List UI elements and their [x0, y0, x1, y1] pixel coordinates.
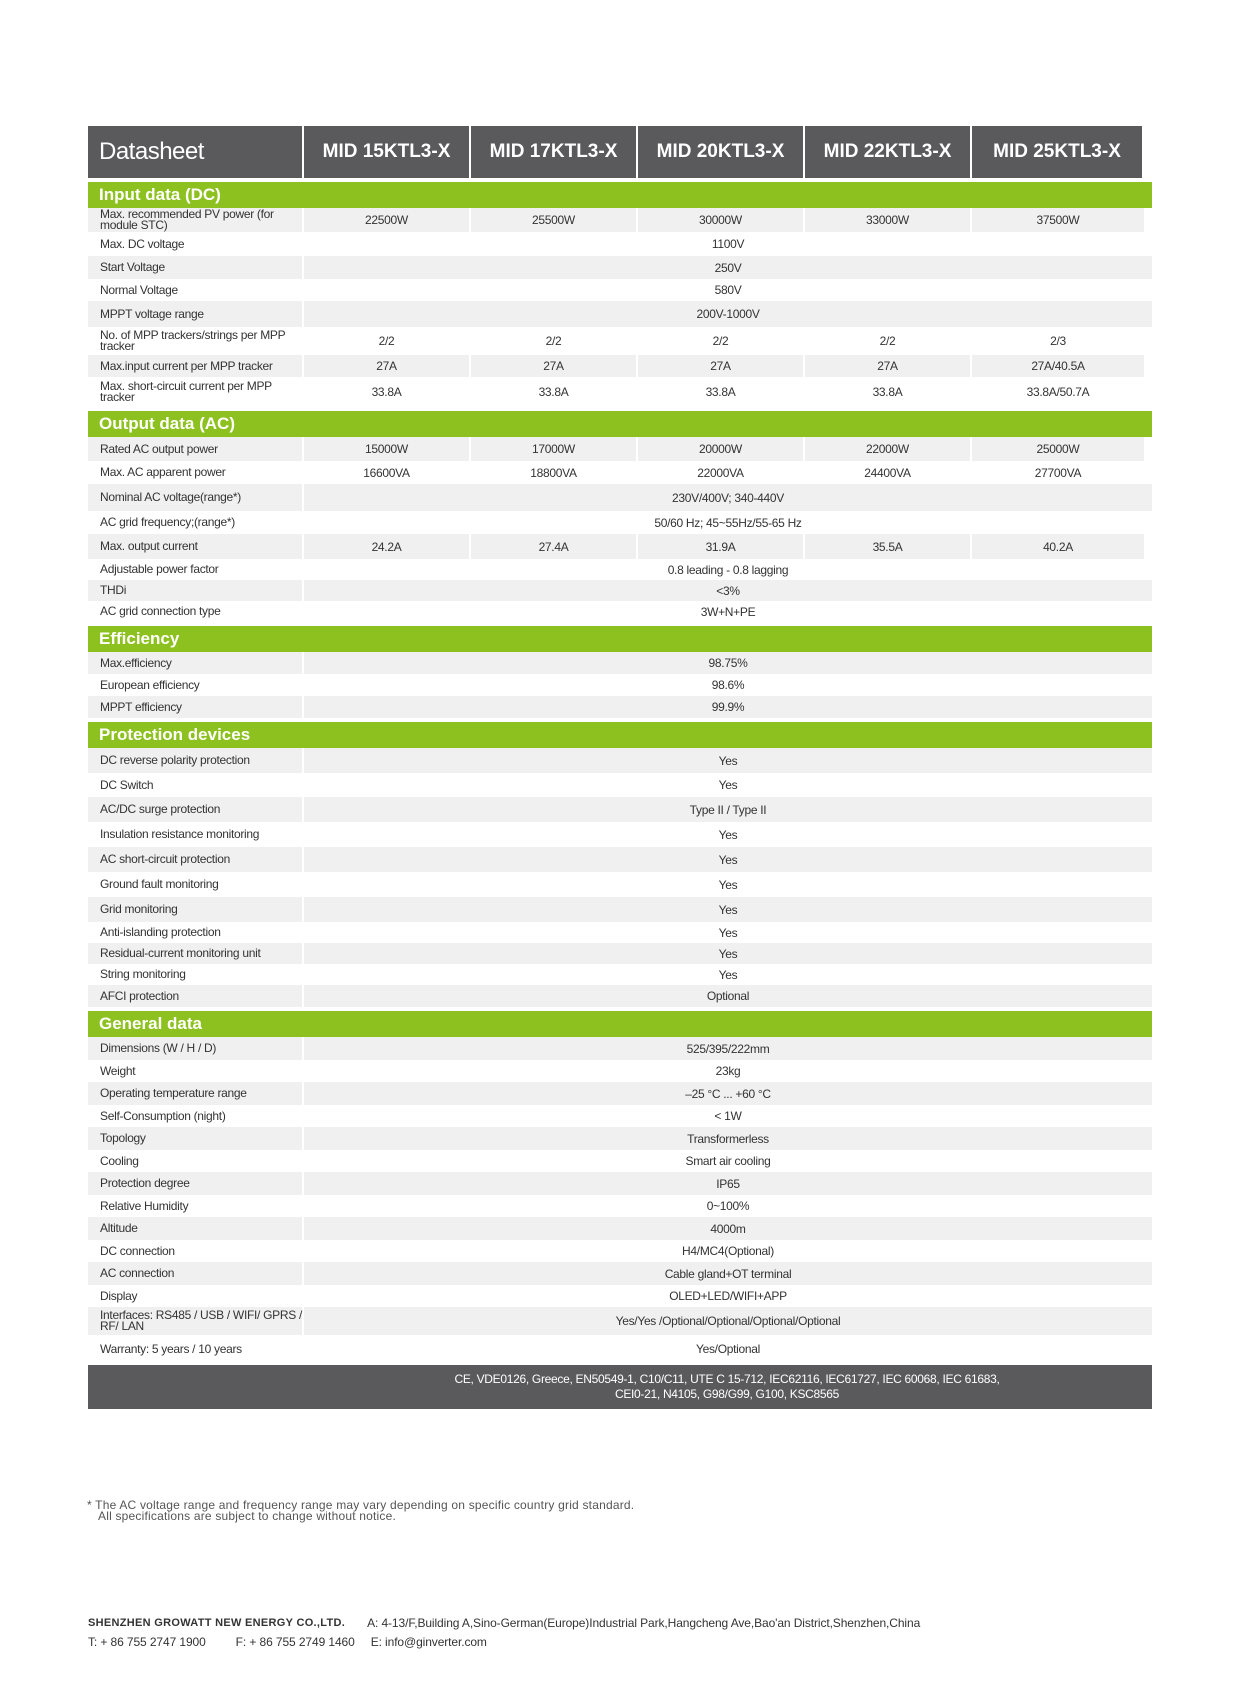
table-row	[88, 1217, 1152, 1240]
cell-mid-15: 27A	[304, 355, 469, 377]
cell-all-models: OLED+LED/WIFI+APP	[304, 1285, 1152, 1307]
section-header: Input data (DC)	[88, 182, 1152, 208]
datasheet-table	[88, 126, 1152, 1409]
cell-all-models: Yes	[304, 773, 1152, 797]
cell-mid-17: 27A	[471, 355, 636, 377]
row-label: Max.input current per MPP tracker	[88, 355, 302, 377]
table-row	[88, 437, 1152, 461]
cell-all-models: Yes/Yes /Optional/Optional/Optional/Optional	[304, 1307, 1152, 1335]
cell-all-models: <3%	[304, 580, 1152, 601]
row-label: Residual-current monitoring unit	[88, 943, 302, 964]
table-row	[88, 377, 1152, 407]
table-row	[88, 748, 1152, 773]
row-label: Ground fault monitoring	[88, 872, 302, 897]
row-label: DC Switch	[88, 773, 302, 797]
table-row	[88, 1307, 1152, 1335]
cell-mid-20: 33.8A	[638, 377, 803, 407]
cell-all-models: Transformerless	[304, 1127, 1152, 1150]
company-phone: T: + 86 755 2747 1900	[88, 1634, 206, 1649]
table-row	[88, 256, 1152, 279]
table-row	[88, 301, 1152, 327]
cell-mid-20: 22000VA	[638, 461, 803, 484]
row-label: Adjustable power factor	[88, 559, 302, 580]
row-label: THDi	[88, 580, 302, 601]
row-label: MPPT voltage range	[88, 301, 302, 327]
datasheet-title: Datasheet	[88, 126, 302, 178]
cell-all-models: Yes	[304, 748, 1152, 773]
cell-mid-17: 2/2	[471, 327, 636, 355]
section-header: Protection devices	[88, 722, 1152, 748]
row-label: No. of MPP trackers/strings per MPP tracker	[88, 327, 302, 355]
footnote-1: * The AC voltage range and frequency range may vary depending on specific country grid standard.	[87, 1498, 635, 1512]
row-label: Rated AC output power	[88, 437, 302, 461]
model-header-15: MID 15KTL3-X	[304, 126, 469, 178]
company-address: A: 4-13/F,Building A,Sino-German(Europe)Industrial Park,Hangcheng Ave,Bao'an District,Shenzhen,China	[367, 1615, 921, 1630]
row-label: European efficiency	[88, 674, 302, 696]
row-label: Relative Humidity	[88, 1195, 302, 1217]
cell-mid-25: 27700VA	[972, 461, 1144, 484]
row-label: Interfaces: RS485 / USB / WIFI/ GPRS / RF/ LAN	[88, 1307, 302, 1335]
table-row	[88, 964, 1152, 985]
row-label: AC grid frequency;(range*)	[88, 511, 302, 534]
cell-mid-17: 25500W	[471, 208, 636, 232]
cell-all-models: 250V	[304, 256, 1152, 279]
cell-all-models: Yes	[304, 943, 1152, 964]
cell-all-models: 99.9%	[304, 696, 1152, 718]
row-label: Max. short-circuit current per MPP tracker	[88, 377, 302, 407]
table-row	[88, 1240, 1152, 1262]
cell-mid-20: 27A	[638, 355, 803, 377]
table-row	[88, 922, 1152, 943]
cell-all-models: 98.6%	[304, 674, 1152, 696]
cell-all-models: 50/60 Hz; 45~55Hz/55-65 Hz	[304, 511, 1152, 534]
cell-all-models: Yes/Optional	[304, 1335, 1152, 1363]
cell-all-models: 200V-1000V	[304, 301, 1152, 327]
table-row	[88, 1285, 1152, 1307]
section-header: Output data (AC)	[88, 411, 1152, 437]
row-label: Weight	[88, 1060, 302, 1082]
cell-mid-25: 33.8A/50.7A	[972, 377, 1144, 407]
table-row	[88, 652, 1152, 674]
cell-all-models: Type II / Type II	[304, 797, 1152, 822]
row-label: DC connection	[88, 1240, 302, 1262]
company-footer	[88, 1613, 920, 1651]
cell-mid-15: 15000W	[304, 437, 469, 461]
company-name: SHENZHEN GROWATT NEW ENERGY CO.,LTD.	[88, 1616, 346, 1629]
row-label: Warranty: 5 years / 10 years	[88, 1335, 302, 1363]
table-row	[88, 822, 1152, 847]
cell-mid-20: 20000W	[638, 437, 803, 461]
table-row	[88, 1150, 1152, 1172]
row-label: Dimensions (W / H / D)	[88, 1037, 302, 1060]
cell-mid-17: 27.4A	[471, 534, 636, 559]
row-label: Max. output current	[88, 534, 302, 559]
table-row	[88, 1172, 1152, 1195]
table-header	[88, 126, 1152, 178]
row-label: Anti-islanding protection	[88, 922, 302, 943]
table-row	[88, 1335, 1152, 1363]
table-row	[88, 797, 1152, 822]
row-label: Max.efficiency	[88, 652, 302, 674]
certifications-bar	[88, 1365, 1152, 1409]
table-row	[88, 232, 1152, 256]
table-row	[88, 1060, 1152, 1082]
row-label: Max. DC voltage	[88, 232, 302, 256]
row-label: Max. AC apparent power	[88, 461, 302, 484]
cell-all-models: Yes	[304, 964, 1152, 985]
cell-all-models: Optional	[304, 985, 1152, 1007]
cell-all-models: < 1W	[304, 1105, 1152, 1127]
company-email: E: info@ginverter.com	[370, 1634, 487, 1649]
row-label: AC/DC surge protection	[88, 797, 302, 822]
table-row	[88, 580, 1152, 601]
section-header: General data	[88, 1011, 1152, 1037]
cell-mid-20: 2/2	[638, 327, 803, 355]
cell-all-models: Yes	[304, 922, 1152, 943]
cell-mid-20: 30000W	[638, 208, 803, 232]
table-row	[88, 327, 1152, 355]
table-row	[88, 1105, 1152, 1127]
table-row	[88, 1195, 1152, 1217]
cell-mid-25: 27A/40.5A	[972, 355, 1144, 377]
cell-mid-22: 35.5A	[805, 534, 970, 559]
cell-all-models: Cable gland+OT terminal	[304, 1262, 1152, 1285]
row-label: AFCI protection	[88, 985, 302, 1007]
model-header-17: MID 17KTL3-X	[471, 126, 636, 178]
table-row	[88, 847, 1152, 872]
cell-mid-22: 33000W	[805, 208, 970, 232]
row-label: Insulation resistance monitoring	[88, 822, 302, 847]
cell-all-models: 23kg	[304, 1060, 1152, 1082]
row-label: Start Voltage	[88, 256, 302, 279]
cell-all-models: Smart air cooling	[304, 1150, 1152, 1172]
table-row	[88, 985, 1152, 1007]
row-label: Operating temperature range	[88, 1082, 302, 1105]
model-header-25: MID 25KTL3-X	[972, 126, 1142, 178]
row-label: Max. recommended PV power (for module STC)	[88, 208, 302, 232]
model-header-22: MID 22KTL3-X	[805, 126, 970, 178]
cell-mid-22: 24400VA	[805, 461, 970, 484]
row-label: AC connection	[88, 1262, 302, 1285]
table-row	[88, 355, 1152, 377]
cell-mid-25: 40.2A	[972, 534, 1144, 559]
cell-mid-15: 2/2	[304, 327, 469, 355]
cell-all-models: 230V/400V; 340-440V	[304, 484, 1152, 511]
table-row	[88, 461, 1152, 484]
certifications-line-1: CE, VDE0126, Greece, EN50549-1, C10/C11, UTE C 15-712, IEC62116, IEC61727, IEC 60068, IEC 61683,	[454, 1372, 1000, 1386]
cell-mid-25: 25000W	[972, 437, 1144, 461]
cell-mid-22: 22000W	[805, 437, 970, 461]
table-row	[88, 872, 1152, 897]
cell-mid-17: 18800VA	[471, 461, 636, 484]
cell-mid-25: 2/3	[972, 327, 1144, 355]
table-row	[88, 559, 1152, 580]
cell-all-models: Yes	[304, 847, 1152, 872]
table-row	[88, 1262, 1152, 1285]
table-row	[88, 1127, 1152, 1150]
cell-mid-17: 33.8A	[471, 377, 636, 407]
row-label: Protection degree	[88, 1172, 302, 1195]
row-label: Self-Consumption (night)	[88, 1105, 302, 1127]
footnotes	[87, 1500, 634, 1522]
table-row	[88, 943, 1152, 964]
cell-mid-22: 2/2	[805, 327, 970, 355]
cell-mid-22: 33.8A	[805, 377, 970, 407]
row-label: Cooling	[88, 1150, 302, 1172]
section-header: Efficiency	[88, 626, 1152, 652]
table-row	[88, 534, 1152, 559]
cell-mid-22: 27A	[805, 355, 970, 377]
cell-all-models: 525/395/222mm	[304, 1037, 1152, 1060]
cell-all-models: IP65	[304, 1172, 1152, 1195]
cell-all-models: 98.75%	[304, 652, 1152, 674]
row-label: Altitude	[88, 1217, 302, 1240]
cell-all-models: 3W+N+PE	[304, 601, 1152, 622]
row-label: DC reverse polarity protection	[88, 748, 302, 773]
cell-mid-20: 31.9A	[638, 534, 803, 559]
row-label: AC short-circuit protection	[88, 847, 302, 872]
company-fax: F: + 86 755 2749 1460	[235, 1634, 355, 1649]
table-row	[88, 279, 1152, 301]
model-header-20: MID 20KTL3-X	[638, 126, 803, 178]
cell-mid-15: 22500W	[304, 208, 469, 232]
cell-mid-15: 16600VA	[304, 461, 469, 484]
cell-all-models: –25 °C ... +60 °C	[304, 1082, 1152, 1105]
cell-all-models: 4000m	[304, 1217, 1152, 1240]
cell-all-models: 0~100%	[304, 1195, 1152, 1217]
cell-all-models: 580V	[304, 279, 1152, 301]
table-row	[88, 773, 1152, 797]
row-label: Topology	[88, 1127, 302, 1150]
cell-all-models: H4/MC4(Optional)	[304, 1240, 1152, 1262]
row-label: Normal Voltage	[88, 279, 302, 301]
row-label: MPPT efficiency	[88, 696, 302, 718]
cell-mid-15: 33.8A	[304, 377, 469, 407]
row-label: AC grid connection type	[88, 601, 302, 622]
cell-all-models: 1100V	[304, 232, 1152, 256]
table-row	[88, 1037, 1152, 1060]
row-label: Grid monitoring	[88, 897, 302, 922]
table-row	[88, 484, 1152, 511]
cell-all-models: Yes	[304, 897, 1152, 922]
cell-mid-15: 24.2A	[304, 534, 469, 559]
cell-mid-25: 37500W	[972, 208, 1144, 232]
table-row	[88, 897, 1152, 922]
table-body	[88, 182, 1152, 1363]
table-row	[88, 601, 1152, 622]
table-row	[88, 208, 1152, 232]
cell-mid-17: 17000W	[471, 437, 636, 461]
row-label: Display	[88, 1285, 302, 1307]
table-row	[88, 1082, 1152, 1105]
row-label: Nominal AC voltage(range*)	[88, 484, 302, 511]
row-label: String monitoring	[88, 964, 302, 985]
certifications-line-2: CEI0-21, N4105, G98/G99, G100, KSC8565	[614, 1387, 840, 1401]
table-row	[88, 696, 1152, 718]
cell-all-models: Yes	[304, 822, 1152, 847]
footnote-2: All specifications are subject to change without notice.	[98, 1509, 397, 1523]
table-row	[88, 674, 1152, 696]
cell-all-models: 0.8 leading - 0.8 lagging	[304, 559, 1152, 580]
table-row	[88, 511, 1152, 534]
cell-all-models: Yes	[304, 872, 1152, 897]
